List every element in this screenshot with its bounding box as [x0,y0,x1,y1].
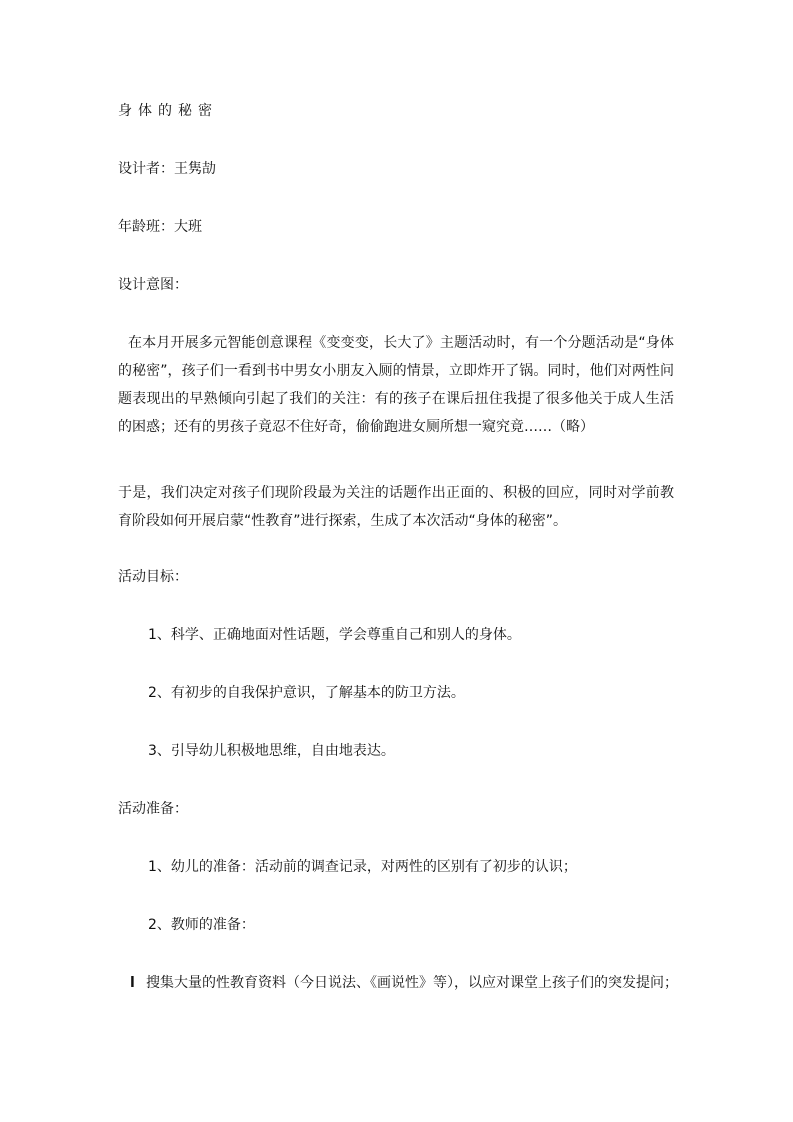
document-title: 身体的秘密 [118,103,218,119]
prep-item: 2、教师的准备： [148,917,255,933]
designer-line: 设计者：王隽劼 [118,161,216,177]
decision-paragraph: 于是，我们决定对孩子们现阶段最为关注的话题作出正面的、积极的回应，同时对学前教育阶段如何开展启蒙“性教育”进行探索，生成了本次活动“身体的秘密”。 [118,485,674,529]
goal-item: 1、科学、正确地面对性话题，学会尊重自己和别人的身体。 [148,627,521,643]
intent-heading: 设计意图： [118,277,188,293]
intent-paragraph: 在本月开展多元智能创意课程《变变变，长大了》主题活动时，有一个分题活动是“身体的秘密”，孩子们一看到书中男女小朋友入厕的情景，立即炸开了锅。同时，他们对两性问题表现出的早熟倾向引起了我们的关注：有的孩子在课后扭住我提了很多他关于成人生活的困惑；还有的男孩子竟忍不住好奇，偷偷跑进女厕所想一窥究竟……（略） [118,335,674,435]
goal-item: 3、引导幼儿积极地思维，自由地表达。 [148,743,395,759]
prep-item: 1、幼儿的准备：活动前的调查记录，对两性的区别有了初步的认识； [148,859,577,875]
bullet-text: 搜集大量的性教育资料（今日说法、《画说性》等），以应对课堂上孩子们的突发提问； [146,975,678,991]
age-group-line: 年龄班：大班 [118,219,202,235]
prep-heading: 活动准备： [118,801,188,817]
goals-heading: 活动目标： [118,569,188,585]
bullet-marker: l [130,975,135,991]
goal-item: 2、有初步的自我保护意识，了解基本的防卫方法。 [148,685,465,701]
prep-bullet-row [130,973,678,993]
